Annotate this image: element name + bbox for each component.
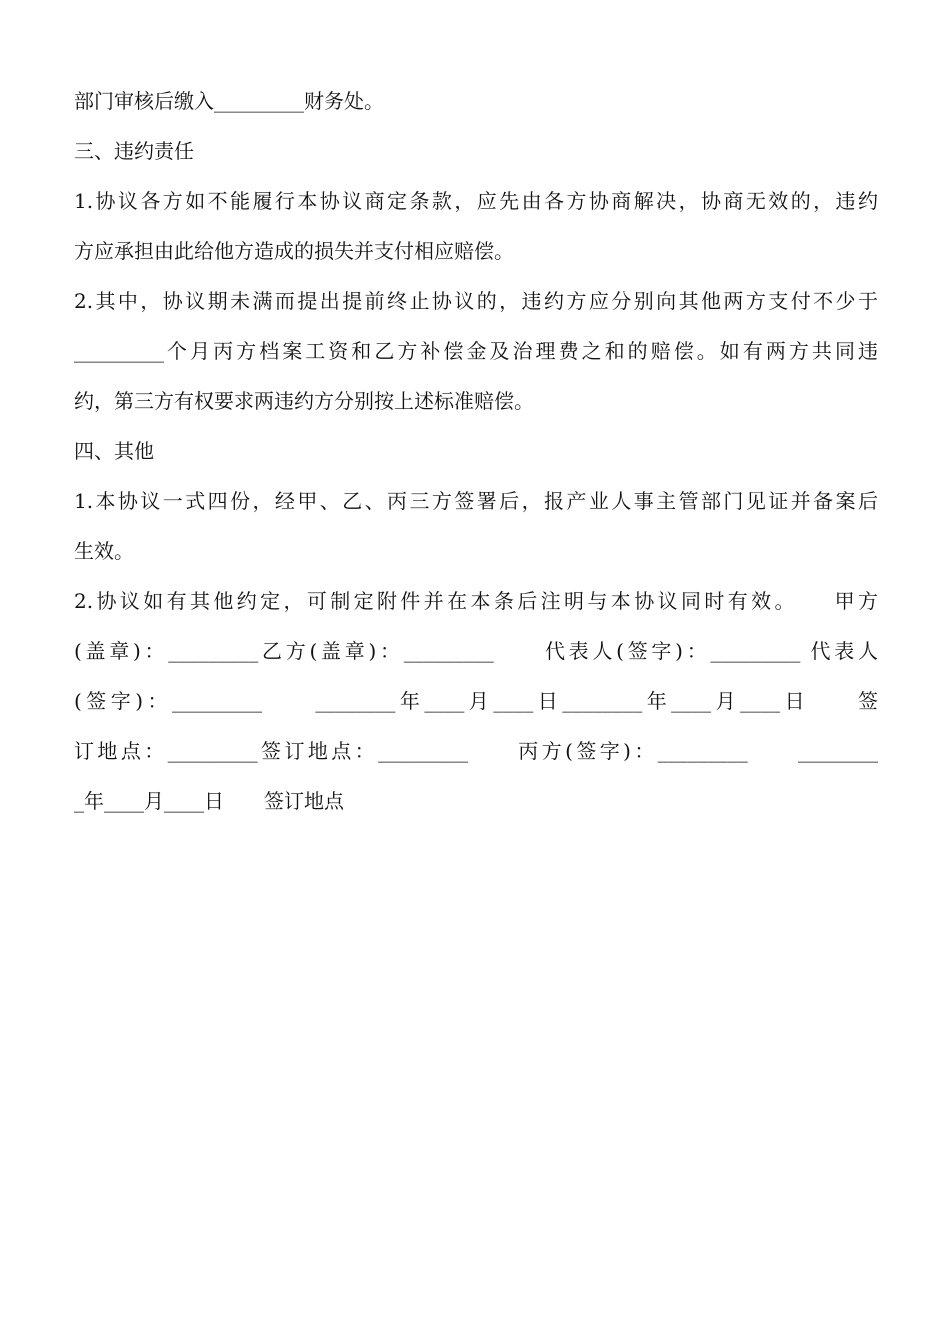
text-line: 生效。: [74, 539, 134, 563]
section-heading: 三、违约责任: [74, 139, 194, 163]
text-line: 2.协议如有其他约定，可制定附件并在本条后注明与本协议同时有效。 甲方: [74, 589, 878, 613]
document-page: [74, 76, 878, 826]
signature-line: 订地点：_________签订地点：_________ 丙方(签字)：_________ ________: [74, 739, 878, 763]
text-line: _________个月丙方档案工资和乙方补偿金及治理费之和的赔偿。如有两方共同违: [74, 339, 878, 363]
signature-line: (签字)：_________ ________年____月____日________年____月____日 签: [74, 689, 878, 713]
section-heading: 四、其他: [74, 439, 154, 463]
text-line: 约，第三方有权要求两违约方分别按上述标准赔偿。: [74, 389, 534, 413]
signature-line: (盖章)：_________乙方(盖章)：_________ 代表人(签字)：_________ 代表人: [74, 639, 878, 663]
text-line: 部门审核后缴入_________财务处。: [74, 89, 384, 113]
signature-line: _年____月____日 签订地点: [74, 789, 344, 813]
text-line: 1.本协议一式四份，经甲、乙、丙三方签署后，报产业人事主管部门见证并备案后: [74, 489, 878, 513]
text-line: 1.协议各方如不能履行本协议商定条款，应先由各方协商解决，协商无效的，违约: [74, 189, 878, 213]
text-line: 2.其中，协议期未满而提出提前终止协议的，违约方应分别向其他两方支付不少于: [74, 289, 878, 313]
text-line: 方应承担由此给他方造成的损失并支付相应赔偿。: [74, 239, 514, 263]
